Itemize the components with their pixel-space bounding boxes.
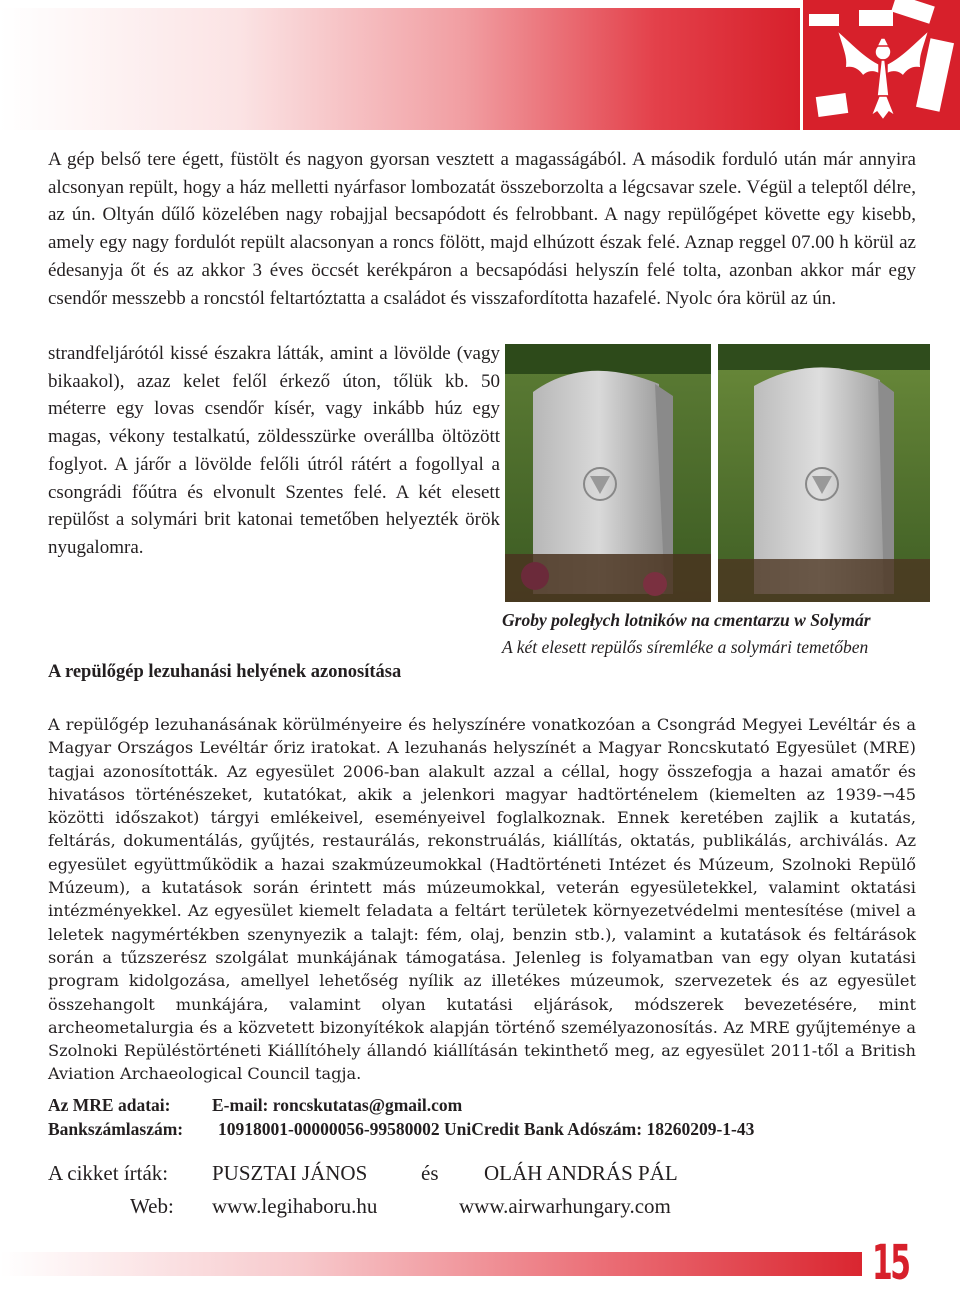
footer-band — [0, 1252, 862, 1276]
mre-email: E-mail: roncskutatas@gmail.com — [212, 1095, 463, 1115]
web-link-1[interactable]: www.legihaboru.hu — [212, 1194, 378, 1218]
body-paragraph-1: A gép belső tere égett, füstölt és nagyon gyorsan vesztett a magasságából. A második forduló után már annyira alcsonyan repült, hogy a ház melletti nyárfasor lombozatát összeborzolta a légcsavar szele. Végül a teleptől délre, az ún. Oltyán dűlő közelében nagy robajjal becsapódott és felrobbant. A nagy repülőgépet követte egy kisebb, amely egy nagy fordulót repült alacsonyan a roncs fölött, majd elhúzott észak felé. Aznap reggel 07.00 h körül az édesanyja őt és az akkor 3 éves öccsét kerékpáron a becsapódási helyszín felé tolta, azonban akkor már egy csendőr messzebb a roncstól feltartóztatta a családot és visszafordította hazafelé. Nyolc óra körül az ún. — [48, 149, 916, 309]
page-number: 15 — [872, 1235, 909, 1291]
header-band — [0, 8, 800, 130]
bank-label: Bankszámlaszám: — [48, 1119, 184, 1139]
bank-account-line — [48, 1119, 754, 1140]
mre-data-label: Az MRE adatai: — [48, 1095, 171, 1115]
grave-photo-1 — [505, 344, 711, 602]
bank-value: 10918001-00000056-99580002 UniCredit Bank Adószám: 18260209-1-43 — [218, 1119, 755, 1139]
body-paragraph-2: strandfeljárótól kissé északra látták, amint a lövölde (vagy bikaakol), azaz kelet felől érkező úton, tőlük kb. 50 méterre egy lovas csendőr kísér, vagy inkább húz egy magas, vékony testalkatú, zöldesszürke overállba öltözött foglyot. A járőr a lövölde felőli útról rátért a fogollyal a csongrádi főútra és elvonult Szentes felé. A két elesett repülőst a solymári brit katonai temetőben helyezték örök nyugalomra. — [48, 343, 500, 558]
web-label: Web: — [130, 1194, 174, 1218]
body-paragraph-3: A repülőgép lezuhanásának körülményeire és helyszínére vonatkozóan a Csongrád Megyei Levéltár és a Magyar Országos Levéltár őriz iratokat. A lezuhanás helyszínét a Magyar Roncskutató Egyesület (MRE) tagjai azonosították. Az egyesület 2006-ban alakult azzal a céllal, hogy összefogja a hazai amatőr és hivatásos történészeket, kutatókat, akik a jelenkori magyar hadtörténelem (kiemelten az 1939-¬45 közötti időszakot) tárgyi emlékeivel, eseményeivel foglalkoznak. Ennek keretében zajlik a kutatás, feltárás, dokumentálás, gyűjtés, restaurálás, rekonstruálás, kiállítás, oktatás, publikálás, archiválás. Az egyesület együttműködik a hazai szakmúzeumokkal (Hadtörténeti Intézet és Múzeum, Szolnoki Repülő Múzeum), a kutatások során érintett más múzeumokkal, veterán egyesületekkel, valamint oktatási intézményekkel. Az egyesület kiemelt feladata a feltárt területek környezetvédelmi mentesítése (mivel a leletek nagymértékben szenynyezik a talajt: fém, olaj, benzin stb.), valamint a kutatások és feltárások során a tűzszerész szolgálat munkájának támogatása. Jelenleg is folyamatban van egy olyan kutatási program kidolgozása, amellyel lehetőség nyílik az illetékes múzeumok, szervezetek és az egyesület összehangolt munkájára, valamint olyan kutatási eljárások, módszerek bevezetésére, mint archeometalurgia és a közvetett bizonyítékok alapján történő személyazonosítás. Az MRE gyűjteménye a Szolnoki Repüléstörténeti Kiállítóhely állandó kiállításán tekinthető meg, az egyesület 2011-től a British Aviation Archaeological Council tagja. — [48, 715, 916, 1084]
photo-caption-polish: Groby poległych lotników na cmentarzu w Solymár — [502, 610, 871, 630]
author-1: PUSZTAI JÁNOS — [212, 1161, 368, 1185]
section-heading: A repülőgép lezuhanási helyének azonosítása — [48, 662, 402, 682]
authors-conjunction: és — [421, 1161, 439, 1185]
polish-eagle-emblem-icon — [803, 0, 960, 130]
author-2: OLÁH ANDRÁS PÁL — [484, 1161, 678, 1185]
photo-caption-hungarian: A két elesett repülős síremléke a solymári temetőben — [502, 637, 869, 657]
web-link-2[interactable]: www.airwarhungary.com — [459, 1194, 671, 1218]
mre-data-line — [48, 1095, 462, 1116]
authors-label: A cikket írták: — [48, 1161, 169, 1185]
grave-photo-2 — [718, 344, 930, 602]
